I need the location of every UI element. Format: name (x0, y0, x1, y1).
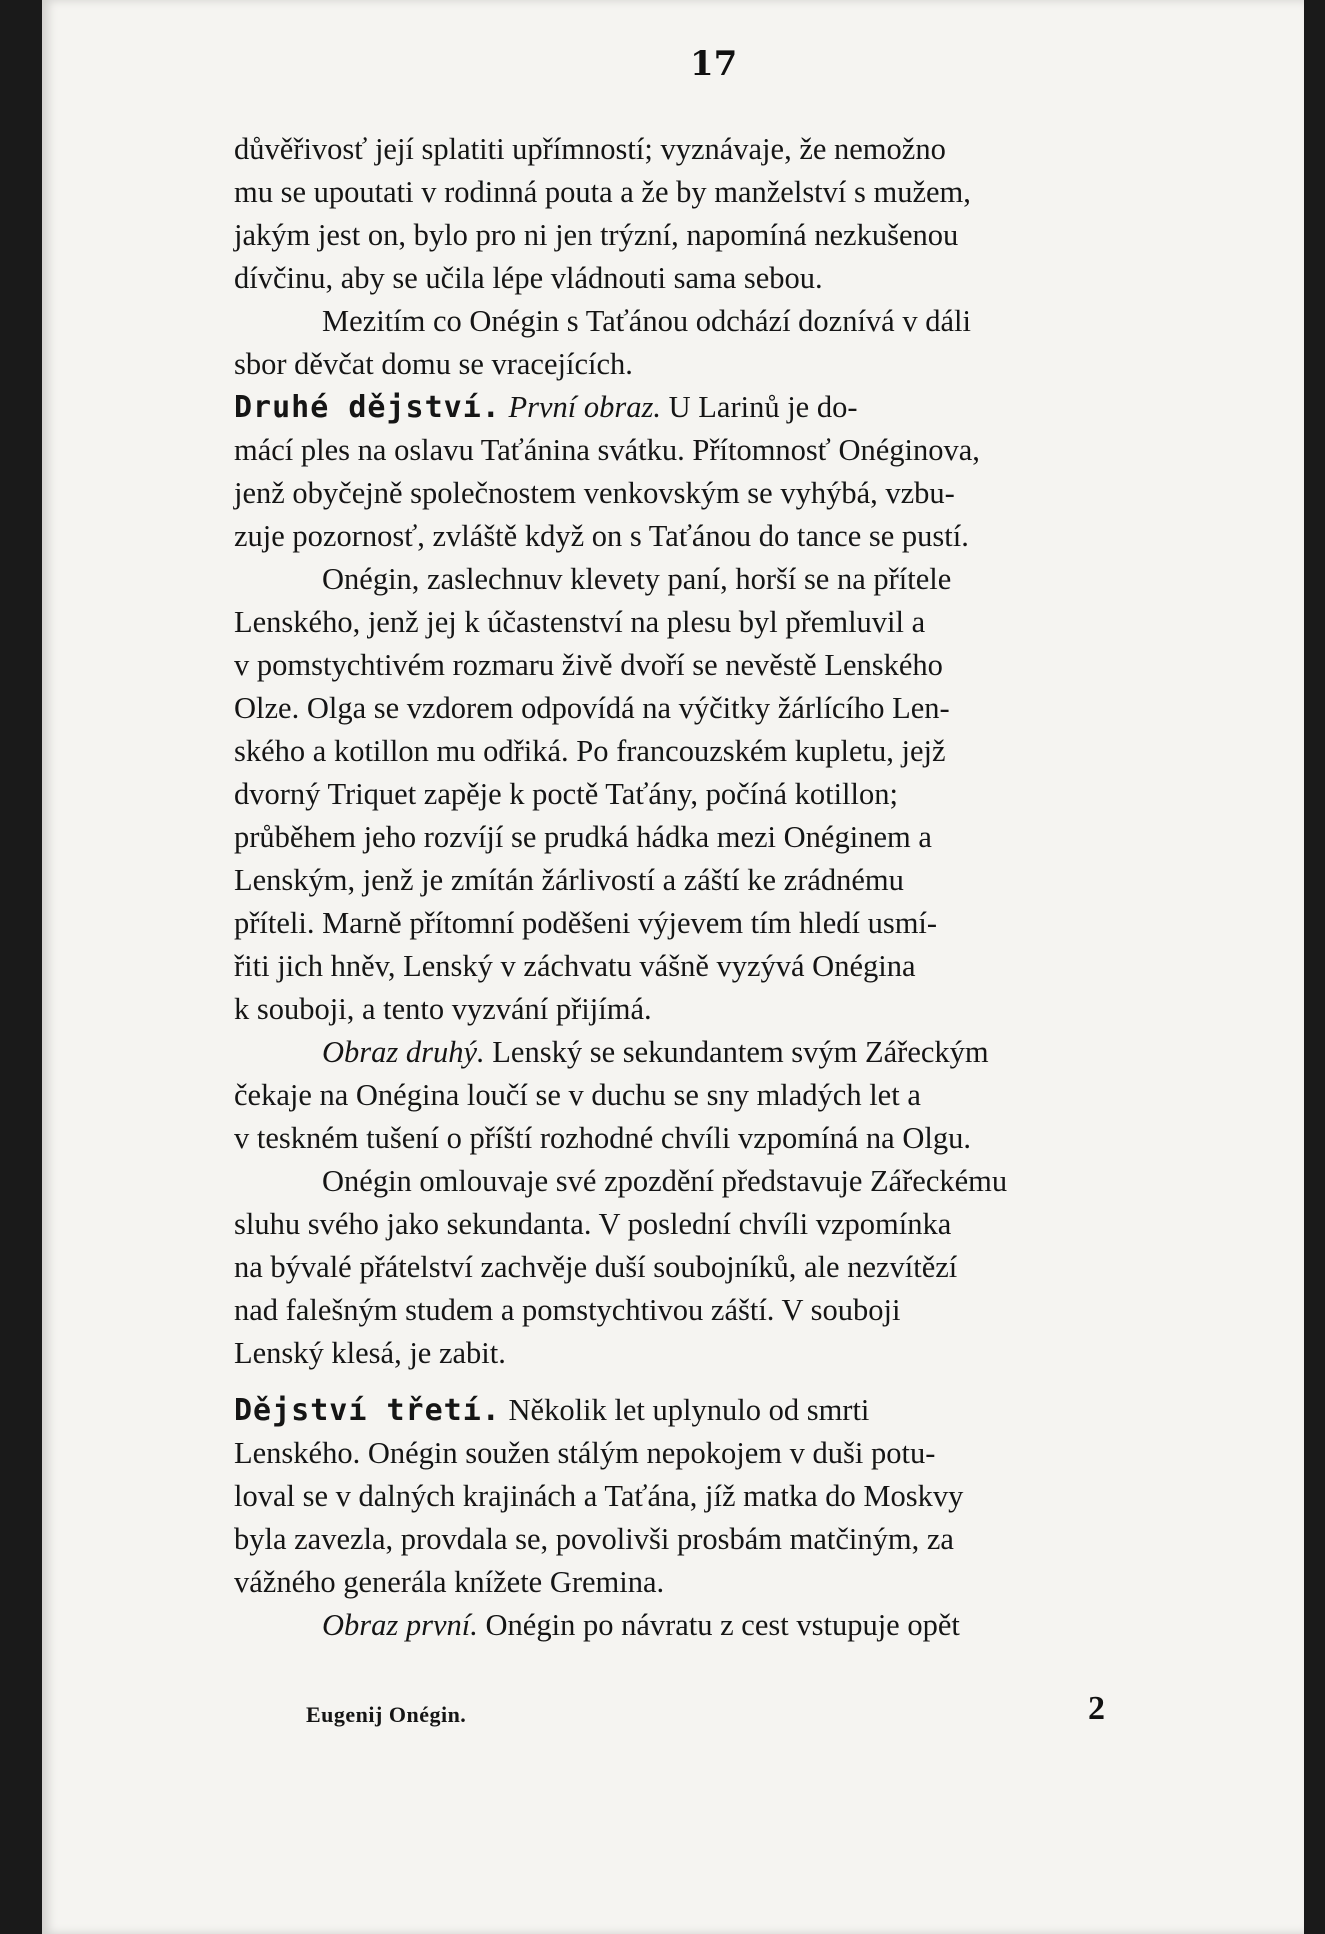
text-line: Lenského. Onégin soužen stálým nepokojem v duši potu- (234, 1436, 936, 1470)
text-line: mu se upoutati v rodinná pouta a že by manželství s mužem, (234, 175, 971, 209)
text-line: dívčinu, aby se učila lépe vládnouti sama sebou. (234, 261, 823, 295)
text-line: v pomstychtivém rozmaru živě dvoří se nevěstě Lenského (234, 648, 943, 682)
scene-heading: Obraz druhý. (322, 1035, 485, 1069)
text-fragment: Několik let uplynulo od smrti (508, 1393, 870, 1427)
scene-heading: První obraz. (508, 390, 661, 424)
text-line: příteli. Marně přítomní poděšeni výjevem tím hledí usmí- (234, 906, 938, 940)
text-line: Lenský klesá, je zabit. (234, 1336, 506, 1370)
text-line: Lenským, jenž je zmítán žárlivostí a záští ke zrádnému (234, 863, 904, 897)
text-line: loval se v dalných krajinách a Taťána, jíž matka do Moskvy (234, 1479, 964, 1513)
scene-heading: Obraz první. (322, 1608, 478, 1642)
text-line: Lenského, jenž jej k účastenství na plesu byl přemluvil a (234, 605, 926, 639)
page-number: 17 (690, 44, 738, 84)
text-fragment: Onégin po návratu z cest vstupuje opět (485, 1608, 960, 1642)
text-line: průběhem jeho rozvíjí se prudká hádka mezi Onéginem a (234, 820, 932, 854)
text-line: vážného generála knížete Gremina. (234, 1565, 665, 1599)
text-line (234, 1604, 1204, 1647)
text-line: důvěřivosť její splatiti upřímností; vyznávaje, že nemožno (234, 132, 946, 166)
text-line: řiti jich hněv, Lenský v záchvatu vášně vyzývá Onégina (234, 949, 916, 983)
text-line: mácí ples na oslavu Taťánina svátku. Přítomnosť Onéginova, (234, 433, 980, 467)
text-line: jenž obyčejně společnostem venkovským se vyhýbá, vzbu- (234, 476, 955, 510)
text-line: v teskném tušení o příští rozhodné chvíli vzpomíná na Olgu. (234, 1121, 971, 1155)
section-heading: Druhé dějství. (234, 390, 501, 425)
text-line: k souboji, a tento vyzvání přijímá. (234, 992, 652, 1026)
text-line (234, 1031, 1204, 1074)
text-line: Mezitím co Onégin s Taťánou odchází doznívá v dáli (322, 304, 971, 338)
text-line (234, 386, 1204, 429)
text-line: dvorný Triquet zapěje k poctě Taťány, počíná kotillon; (234, 777, 898, 811)
text-line (234, 1389, 1204, 1432)
text-line: Olze. Olga se vzdorem odpovídá na výčitky žárlícího Len- (234, 691, 950, 725)
text-line: Onégin omlouvaje své zpozdění představuje Zářeckému (322, 1164, 1008, 1198)
signature-mark: 2 (1088, 1690, 1105, 1727)
section-heading: Dějství třetí. (234, 1393, 501, 1428)
text-fragment: Lenský se sekundantem svým Zářeckým (492, 1035, 989, 1069)
text-line: zuje pozornosť, zvláště když on s Taťánou do tance se pustí. (234, 519, 969, 553)
text-line: sbor děvčat domu se vracejících. (234, 347, 633, 381)
text-line: Onégin, zaslechnuv klevety paní, horší se na přítele (322, 562, 952, 596)
body-text (234, 128, 1204, 1647)
text-line: čekaje na Onégina loučí se v duchu se sny mladých let a (234, 1078, 921, 1112)
text-line: sluhu svého jako sekundanta. V poslední chvíli vzpomínka (234, 1207, 952, 1241)
text-line: nad falešným studem a pomstychtivou záští. V souboji (234, 1293, 901, 1327)
text-fragment: U Larinů je do- (668, 390, 858, 424)
text-line: na bývalé přátelství zachvěje duší soubojníků, ale nezvítězí (234, 1250, 958, 1284)
text-line: byla zavezla, provdala se, povolivši prosbám matčiným, za (234, 1522, 954, 1556)
text-line: jakým jest on, bylo pro ni jen trýzní, napomíná nezkušenou (234, 218, 959, 252)
footer-title: Eugenij Onégin. (306, 1702, 467, 1727)
text-line: ského a kotillon mu odřiká. Po francouzském kupletu, jejž (234, 734, 946, 768)
